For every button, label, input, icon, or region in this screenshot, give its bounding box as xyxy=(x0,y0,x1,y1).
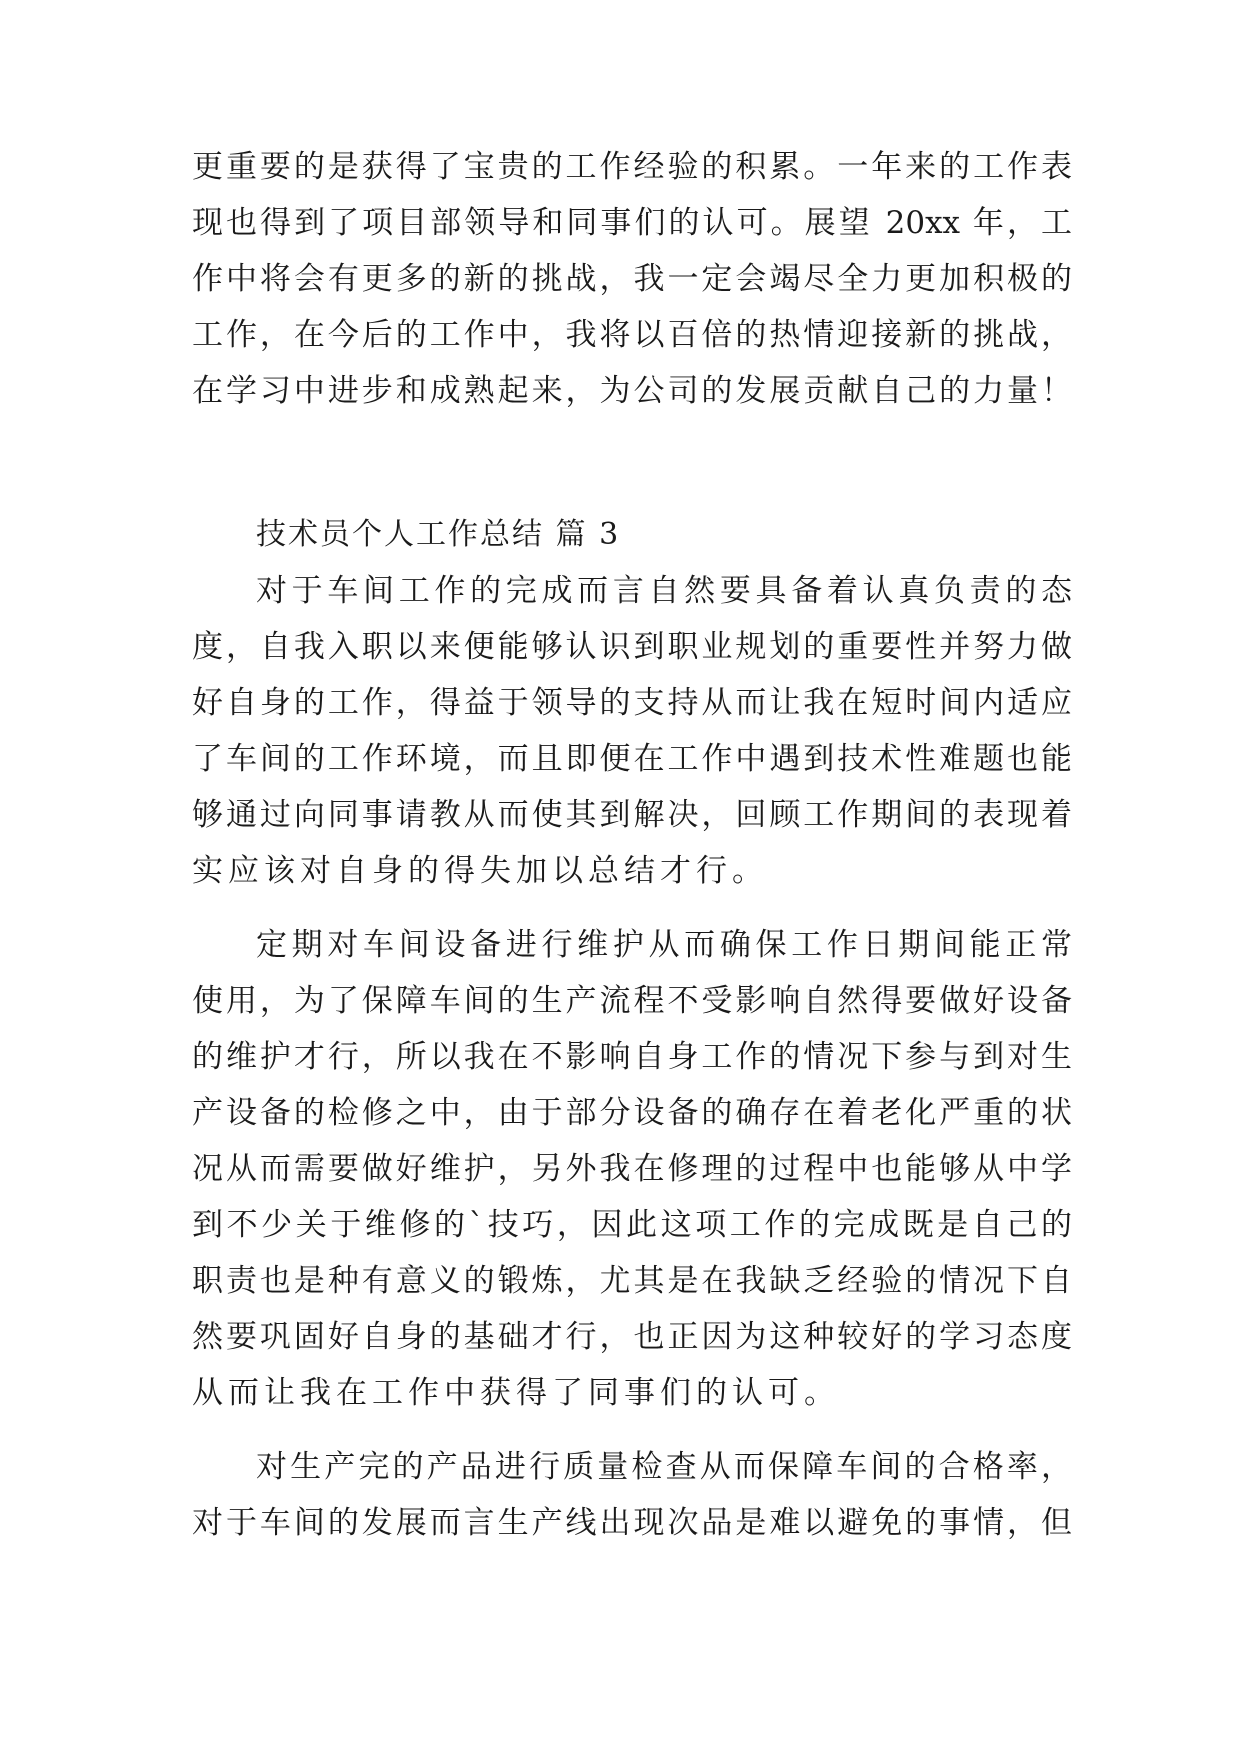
paragraph2-line-5: 况从而需要做好维护，另外我在修理的过程中也能够从中学 xyxy=(192,1151,1072,1187)
section-heading: 技术员个人工作总结 篇 3 xyxy=(256,517,621,552)
paragraph1-line-1: 对于车间工作的完成而言自然要具备着认真负责的态 xyxy=(256,573,1072,609)
paragraph2-line-2: 使用，为了保障车间的生产流程不受影响自然得要做好设备 xyxy=(192,983,1072,1019)
intro-line-4: 工作，在今后的工作中，我将以百倍的热情迎接新的挑战， xyxy=(192,317,1072,353)
paragraph2-line-9: 从而让我在工作中获得了同事们的认可。 xyxy=(192,1375,840,1411)
paragraph3-line-1: 对生产完的产品进行质量检查从而保障车间的合格率， xyxy=(256,1449,1072,1485)
intro-line-3: 作中将会有更多的新的挑战，我一定会竭尽全力更加积极的 xyxy=(192,261,1072,297)
paragraph2-line-8: 然要巩固好自身的基础才行，也正因为这种较好的学习态度 xyxy=(192,1319,1072,1355)
paragraph2-line-4: 产设备的检修之中，由于部分设备的确存在着老化严重的状 xyxy=(192,1095,1072,1131)
paragraph1-line-4: 了车间的工作环境，而且即便在工作中遇到技术性难题也能 xyxy=(192,741,1072,777)
paragraph2-line-6: 到不少关于维修的`技巧，因此这项工作的完成既是自己的 xyxy=(192,1207,1072,1243)
paragraph1-line-2: 度，自我入职以来便能够认识到职业规划的重要性并努力做 xyxy=(192,629,1072,665)
intro-line-2: 现也得到了项目部领导和同事们的认可。展望 20xx 年，工 xyxy=(192,205,1072,241)
intro-line-5: 在学习中进步和成熟起来，为公司的发展贡献自己的力量！ xyxy=(192,373,1072,409)
paragraph1-line-6: 实应该对自身的得失加以总结才行。 xyxy=(192,853,768,889)
paragraph1-line-3: 好自身的工作，得益于领导的支持从而让我在短时间内适应 xyxy=(192,685,1072,721)
intro-line-1: 更重要的是获得了宝贵的工作经验的积累。一年来的工作表 xyxy=(192,149,1072,185)
paragraph1-line-5: 够通过向同事请教从而使其到解决，回顾工作期间的表现着 xyxy=(192,797,1072,833)
paragraph3-line-2: 对于车间的发展而言生产线出现次品是难以避免的事情，但 xyxy=(192,1505,1072,1541)
paragraph2-line-7: 职责也是种有意义的锻炼，尤其是在我缺乏经验的情况下自 xyxy=(192,1263,1072,1299)
paragraph2-line-3: 的维护才行，所以我在不影响自身工作的情况下参与到对生 xyxy=(192,1039,1072,1075)
paragraph2-line-1: 定期对车间设备进行维护从而确保工作日期间能正常 xyxy=(256,927,1072,963)
